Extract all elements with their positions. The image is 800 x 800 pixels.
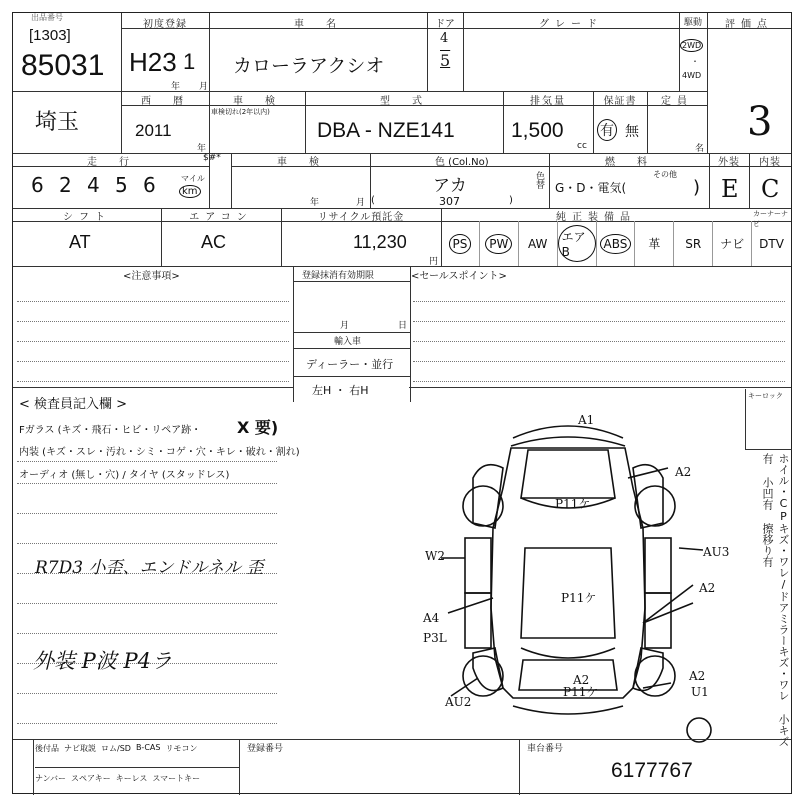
- doors-label: ドア: [435, 19, 455, 30]
- option-item: 後付品: [35, 744, 59, 753]
- equipment-item: ABS: [597, 221, 636, 266]
- dealer-label: ディーラー・並行: [306, 358, 394, 371]
- chassis-value: 6177767: [611, 759, 693, 782]
- inspection-label: 車 検: [233, 96, 281, 107]
- option-item: スペアキー: [71, 774, 111, 783]
- first-registration-cell: [121, 13, 210, 91]
- drive-cell: 駆動 2WD ・ 4WD: [679, 13, 708, 91]
- color-change-label: 色替: [534, 171, 544, 189]
- ac-cell: [161, 208, 282, 266]
- chassis-label: 車台番号: [527, 744, 564, 754]
- reg-valid-box: [293, 266, 411, 402]
- grade-label: グレード: [539, 19, 603, 30]
- reg-day: 日: [398, 321, 408, 331]
- inspection-cell: [209, 91, 306, 153]
- fuel-options: G・D・電気(: [555, 181, 627, 195]
- option-item: キーレス: [115, 774, 148, 783]
- car-navi-label: カーナーナビ: [753, 210, 788, 228]
- shaken-year: 年: [310, 198, 320, 208]
- displacement-label: 排気量: [530, 96, 566, 107]
- diagram-label-a2-rear-right: A2: [689, 669, 706, 683]
- rear-bumper: [513, 706, 623, 714]
- fuel-cell: [549, 153, 710, 208]
- fuel-other: その他: [653, 170, 677, 179]
- km-unit: km: [179, 185, 201, 198]
- first-reg-label: 初度登録: [143, 19, 187, 30]
- option-item: ロム/SD: [101, 744, 131, 753]
- shaken-month: 月: [356, 198, 366, 208]
- mileage-digits: [31, 173, 171, 197]
- interior-label: 内装: [759, 157, 781, 168]
- year-value-unit: 年: [197, 144, 207, 154]
- car-name: カローラアクシオ: [233, 56, 385, 77]
- model-label: 型 式: [380, 96, 428, 107]
- sales-label: <セールスポイント>: [411, 271, 507, 282]
- venue-code-label: 出品番号: [31, 13, 63, 22]
- rear-left-wheel: [463, 656, 503, 696]
- notes-label: <注意事項>: [123, 271, 180, 282]
- odo-label: $#*: [203, 153, 221, 163]
- rear-right-wheel: [635, 656, 675, 696]
- left-front-door: [465, 538, 491, 593]
- equipment-cell: [441, 208, 791, 266]
- reg-number-cell: [239, 739, 520, 795]
- region: 埼玉: [35, 109, 80, 134]
- year-unit: 年: [171, 82, 181, 92]
- auction-sheet: [12, 12, 792, 794]
- diagram-label-a2-front: A2: [675, 465, 692, 479]
- mile-unit: マイル: [181, 174, 205, 183]
- equipment-item: PW: [480, 221, 519, 266]
- drive-2wd: 2WD: [682, 41, 702, 50]
- region-cell: [13, 91, 122, 153]
- left-rear-door: [465, 593, 491, 648]
- color-cell: 色 (Col.No) ( アカ 307 ) 色替: [369, 153, 550, 208]
- right-front-door: [645, 538, 671, 593]
- shaken-cell: [231, 153, 371, 208]
- year-label: 西 暦: [141, 96, 189, 107]
- diagram-label-p-trunk: P11ケ: [563, 685, 599, 699]
- option-item: ナビ取説: [64, 744, 96, 753]
- capacity-label: 定員: [661, 96, 693, 107]
- inspection-sub: 車検切れ(2年以内): [211, 108, 270, 116]
- color-code: 307: [439, 195, 460, 208]
- front-left-wheel: [463, 486, 503, 526]
- ac-value: AC: [201, 232, 227, 252]
- reg-month: 月: [340, 321, 350, 331]
- fuel-close: ): [693, 177, 701, 198]
- diagram-label-p3l: P3L: [423, 631, 447, 645]
- doors-bottom: 5: [440, 51, 451, 70]
- capacity-cell: [647, 91, 708, 153]
- odo-cell: [203, 153, 231, 208]
- capacity-unit: 名: [695, 144, 705, 154]
- equipment-item: 革: [635, 221, 674, 266]
- equipment-item: ナビ: [713, 221, 752, 266]
- equipment-item: PS: [441, 221, 480, 266]
- ac-label: エアコン: [189, 212, 253, 223]
- doors-top: 4: [440, 31, 449, 46]
- option-item: ナンバー: [35, 774, 67, 783]
- warranty-yes: 有: [597, 119, 617, 141]
- diagram-label-p-roof: P11ケ: [561, 591, 597, 605]
- diagram-label-a4: A4: [423, 611, 440, 625]
- car-diagram: [403, 398, 743, 753]
- diagram-label-p-hood: P11ケ: [555, 497, 591, 511]
- equipment-label: 純正装備品: [556, 212, 636, 223]
- car-name-label: 車 名: [294, 19, 342, 30]
- score-label: 評価点: [725, 19, 773, 30]
- fuel-label: 燃 料: [605, 157, 653, 168]
- exterior-cell: [709, 153, 750, 208]
- doors-cell: [427, 13, 464, 91]
- recycle-cell: [281, 208, 442, 266]
- recycle-value: 11,230: [353, 232, 407, 252]
- score-value: 3: [747, 99, 773, 145]
- equipment-item: エアB: [558, 221, 597, 266]
- diagram-label-a2-rear: A2: [573, 673, 590, 687]
- chassis-cell: [519, 739, 745, 795]
- year-value: 2011: [135, 121, 172, 140]
- mileage-digit: 2: [59, 173, 72, 197]
- diagram-label-u1: U1: [691, 685, 709, 699]
- hand-note-2: 外装 P波 P4ラ: [33, 649, 172, 673]
- interior-line: 内装 (キズ・スレ・汚れ・シミ・コゲ・穴・キレ・破れ・割れ): [19, 447, 300, 458]
- first-reg-month: 1: [183, 49, 196, 74]
- diagram-label-au3: AU3: [703, 545, 730, 559]
- displacement-cell: [503, 91, 594, 153]
- mileage-digit: 4: [87, 173, 100, 197]
- diagram-label-a1: A1: [578, 413, 595, 427]
- lot-box: [13, 13, 122, 91]
- key-lock-box: [745, 389, 792, 450]
- shift-cell: [13, 208, 162, 266]
- diagram-label-w2: W2: [425, 549, 445, 563]
- diagram-label-a2-right: A2: [699, 581, 716, 595]
- mileage-label: 走 行: [87, 157, 135, 168]
- color-label: 色 (Col.No): [435, 157, 489, 168]
- month-unit: 月: [199, 82, 209, 92]
- displacement-value: 1,500: [511, 119, 564, 142]
- yen-unit: 円: [429, 257, 439, 267]
- hand-note-1: R7D3 小歪、エンドルネル 歪: [35, 558, 264, 578]
- side-notes: ホイル・CPキズ・ワレ/ドアミラーキズ・ワレ 小キズ有 小凹有 擦移り有: [761, 453, 790, 747]
- warranty-cell: [593, 91, 648, 153]
- audio-line: オーディオ (無し・穴) / タイヤ (スタッドレス): [19, 470, 230, 481]
- glass-line: Fガラス (キズ・飛石・ヒビ・リペア跡・: [19, 425, 202, 436]
- option-item: リモコン: [165, 744, 198, 753]
- reg-number-label: 登録番号: [247, 744, 284, 754]
- mileage-digit: 6: [143, 173, 156, 197]
- shift-label: シフト: [63, 212, 111, 223]
- drive-4wd: 4WD: [682, 71, 702, 80]
- lot-number: 85031: [21, 49, 105, 82]
- diagram-label-au2: AU2: [445, 695, 472, 709]
- interior-cell: [749, 153, 791, 208]
- recycle-label: リサイクル預託金: [317, 212, 405, 223]
- glass-mark: X 要): [237, 418, 279, 437]
- warranty-label: 保証書: [603, 96, 637, 107]
- color-value: アカ: [433, 176, 467, 195]
- option-item: スマートキー: [152, 774, 201, 783]
- equipment-item: SR: [674, 221, 713, 266]
- mileage-digit: 6: [31, 173, 44, 197]
- footer-options: [13, 739, 240, 795]
- equipment-list: [441, 221, 791, 266]
- venue-code: [1303]: [29, 27, 71, 44]
- exterior-label: 外装: [718, 157, 740, 168]
- mileage-cell: [13, 153, 210, 208]
- import-label: 輸入車: [334, 337, 362, 347]
- option-item: B-CAS: [135, 743, 161, 752]
- model-value: DBA - NZE141: [317, 119, 455, 142]
- shaken-label: 車 検: [277, 157, 325, 168]
- car-name-cell: [209, 13, 428, 91]
- mileage-digit: 5: [115, 173, 128, 197]
- warranty-no: 無: [625, 124, 639, 140]
- inspector-title: < 検査員記入欄 >: [19, 397, 128, 412]
- front-right-wheel: [635, 486, 675, 526]
- equipment-item: AW: [519, 221, 558, 266]
- key-lock-label: キーロック: [748, 392, 783, 400]
- year-cell: [121, 91, 210, 153]
- exterior-value: E: [721, 175, 739, 203]
- grade-cell: [463, 13, 680, 91]
- cc-unit: cc: [577, 141, 587, 151]
- handle-label: 左H ・ 右H: [312, 384, 369, 397]
- reg-valid-label: 登録抹消有効期限: [302, 271, 375, 281]
- equipment-item: DTV: [759, 236, 784, 251]
- score-cell: [707, 13, 791, 153]
- shift-value: AT: [69, 232, 91, 252]
- drive-label: 駆動: [683, 18, 702, 28]
- interior-value: C: [761, 175, 780, 203]
- first-reg-year: H23: [129, 47, 177, 77]
- model-cell: [305, 91, 504, 153]
- hood: [521, 450, 615, 498]
